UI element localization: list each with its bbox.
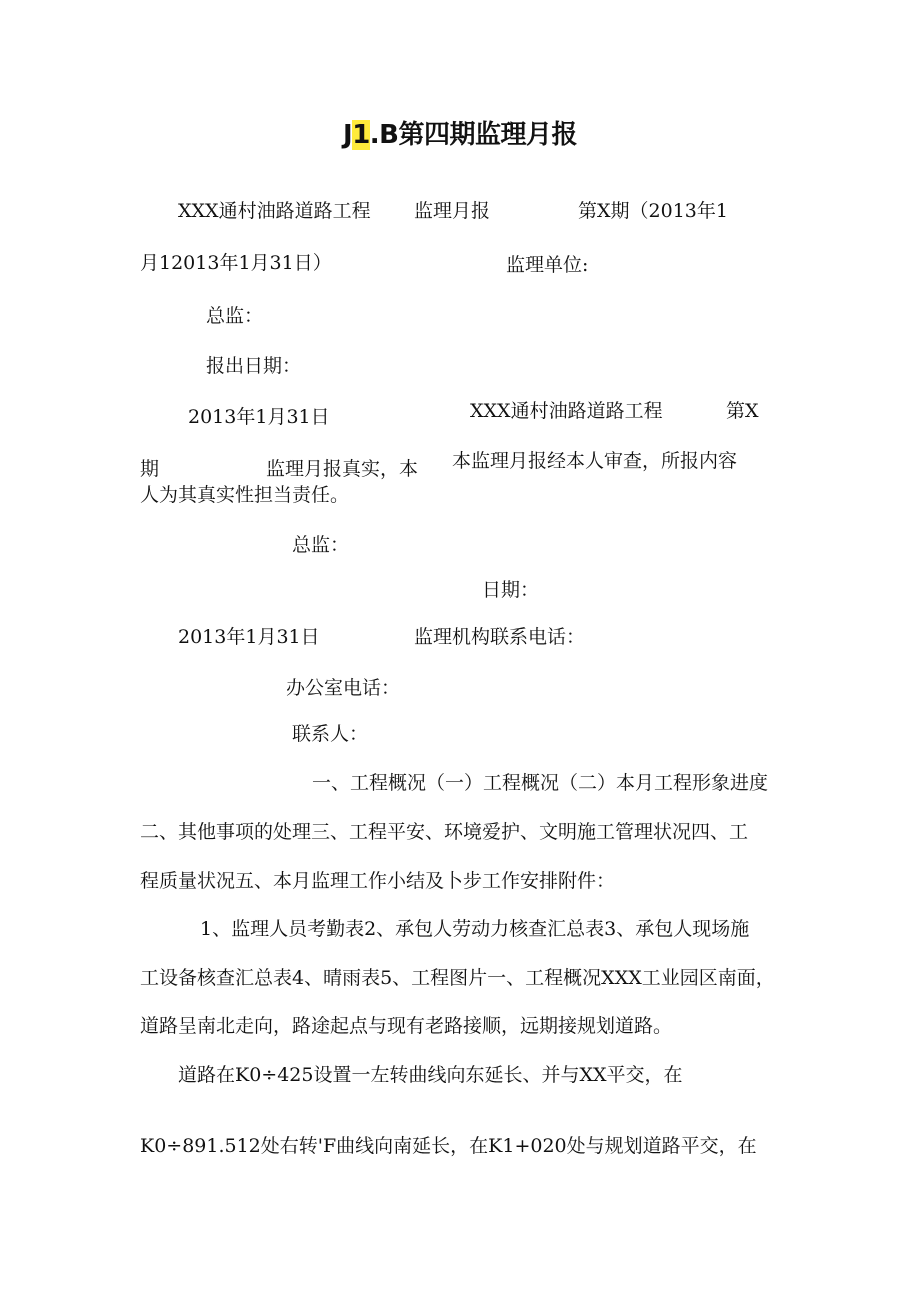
statement-part-2: 监理月报真实，本 — [266, 458, 419, 480]
signature-date-label: 日期： — [482, 579, 540, 601]
issue-period-end: 月12013年1月31日） — [140, 252, 332, 274]
signature-date-value: 2013年1月31日 — [178, 626, 320, 648]
title-highlight: 1 — [352, 120, 370, 150]
statement-issue: 第X — [726, 400, 759, 422]
title-prefix: J — [343, 120, 353, 150]
statement-period-char: 期 — [140, 458, 160, 480]
document-title — [0, 118, 920, 152]
toc-line-2: 二、其他事项的处理三、工程平安、环境爱护、文明施工管理状况四、工 — [140, 821, 749, 843]
overview-line-3: K0÷891.512处右转'F曲线向南延长，在K1+020处与规划道路平交，在 — [140, 1135, 757, 1157]
overview-line-2: 道路在K0÷425设置一左转曲线向东延长、并与XX平交，在 — [178, 1064, 683, 1086]
office-phone-label: 办公室电话： — [286, 677, 401, 699]
toc-line-1: 一、工程概况（一）工程概况（二）本月工程形象进度 — [312, 772, 769, 794]
attachments-line-2: 工设备核查汇总表4、晴雨表5、工程图片一、工程概况XXX工业园区南面， — [140, 967, 775, 989]
toc-line-3: 程质量状况五、本月监理工作小结及卜步工作安排附件： — [140, 870, 616, 892]
contact-person-label: 联系人： — [292, 723, 369, 745]
statement-project-name: XXX通村油路道路工程 — [470, 400, 663, 422]
chief-supervisor-signature-label: 总监： — [292, 534, 350, 556]
attachments-line-1: 1、监理人员考勤表2、承包人劳动力核查汇总表3、承包人现场施 — [200, 918, 750, 940]
report-date-label: 报出日期： — [206, 355, 302, 377]
contact-phone-label: 监理机构联系电话： — [414, 626, 586, 648]
issue-period-start: 第X期（2013年1 — [578, 200, 728, 222]
statement-part-3: 人为其真实性担当责任。 — [140, 484, 350, 506]
title-rest: .B第四期监理月报 — [369, 120, 577, 150]
chief-supervisor-label: 总监： — [206, 305, 264, 327]
project-name: XXX通村油路道路工程 — [178, 200, 371, 222]
report-date-value: 2013年1月31日 — [188, 406, 330, 428]
overview-line-1: 道路呈南北走向，路途起点与现有老路接顺，远期接规划道路。 — [140, 1015, 673, 1037]
statement-part-1: 本监理月报经本人审查，所报内容 — [452, 450, 738, 472]
supervision-unit-label: 监理单位: — [506, 254, 589, 276]
report-label: 监理月报 — [414, 200, 491, 222]
